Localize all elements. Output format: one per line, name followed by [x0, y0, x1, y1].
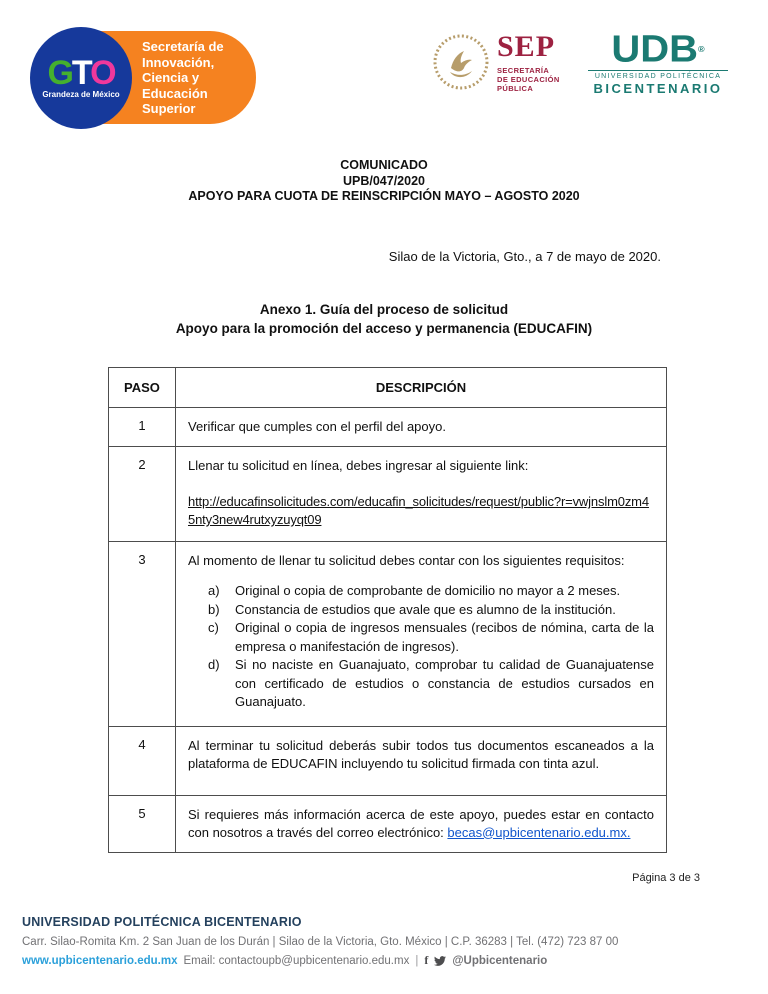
footer-website-link[interactable]: www.upbicentenario.edu.mx	[22, 954, 178, 967]
gto-letter-o: O	[90, 53, 115, 92]
step-2-text: Llenar tu solicitud en línea, debes ingresar al siguiente link:	[188, 458, 529, 473]
requirements-list	[208, 582, 654, 716]
sep-name-line: SECRETARÍA	[497, 66, 550, 75]
footer-email[interactable]: Email: contactoupb@upbicentenario.edu.mx	[183, 954, 410, 967]
step-3-intro: Al momento de llenar tu solicitud debes contar con los siguientes requisitos:	[188, 553, 625, 568]
step-number: 4	[109, 726, 176, 795]
table-row	[109, 447, 667, 542]
footer-separator: |	[415, 954, 419, 967]
list-item	[208, 656, 654, 712]
list-item-text: Constancia de estudios que avale que es alumno de la institución.	[235, 601, 616, 617]
list-item-text: Si no naciste en Guanajuato, comprobar tu calidad de Guanajuatense con certificado de estudios o constancia de estudios cursados en Guanajuato.	[235, 657, 654, 709]
footer-social-handle[interactable]: @Upbicentenario	[452, 954, 548, 967]
header-comunicado: COMUNICADO	[340, 158, 428, 172]
educafin-request-link[interactable]: http://educafinsolicitudes.com/educafin_solicitudes/request/public?r=vwjnslm0zm45nty3new4rutxyzuyqt09	[188, 494, 649, 527]
table-row	[109, 542, 667, 727]
steps-table	[108, 367, 667, 853]
gto-secretary-line: Ciencia y	[142, 70, 200, 85]
header-subject: APOYO PARA CUOTA DE REINSCRIPCIÓN MAYO – AGOSTO 2020	[188, 189, 580, 203]
column-header-paso: PASO	[109, 368, 176, 408]
list-item-text: Original o copia de ingresos mensuales (recibos de nómina, carta de la empresa o manifestación de ingresos).	[235, 620, 654, 654]
footer-contact-line	[22, 953, 752, 968]
document-header	[0, 158, 768, 205]
gto-letter-t: T	[71, 53, 91, 92]
footer-address: Carr. Silao-Romita Km. 2 San Juan de los Durán | Silao de la Victoria, Gto. México | C.P. 36283 | Tel. (472) 723 87 00	[22, 936, 619, 948]
upb-university-line: UNIVERSIDAD POLITÉCNICA	[588, 70, 728, 80]
gto-logo	[30, 27, 258, 127]
step-number: 3	[109, 542, 176, 727]
twitter-icon[interactable]	[434, 955, 446, 967]
sep-logo	[433, 32, 568, 104]
upb-acronym: UDB®	[611, 28, 705, 70]
table-row	[109, 726, 667, 795]
header-folio: UPB/047/2020	[342, 173, 425, 188]
annex-title-line2: Apoyo para la promoción del acceso y permanencia (EDUCAFIN)	[175, 321, 593, 336]
list-marker: c)	[208, 620, 219, 635]
sep-name-line: DE EDUCACIÓN	[497, 75, 560, 84]
step-description: Al terminar tu solicitud deberás subir todos tus documentos escaneados a la plataforma de EDUCAFIN incluyendo tu solicitud firmada con tinta azul.	[176, 726, 667, 795]
upb-bicentenario-line: BICENTENARIO	[593, 81, 723, 96]
becas-email-link[interactable]: becas@upbicentenario.edu.mx.	[447, 824, 631, 840]
sep-eagle-icon	[433, 34, 489, 90]
gto-tagline: Grandeza de México	[42, 89, 120, 99]
annex-title	[0, 300, 768, 338]
list-item	[208, 619, 654, 656]
table-row	[109, 408, 667, 447]
step-description: Verificar que cumples con el perfil del apoyo.	[176, 408, 667, 447]
dateline: Silao de la Victoria, Gto., a 7 de mayo de 2020.	[388, 249, 661, 264]
gto-secretary-line: Secretaría de	[142, 39, 224, 54]
list-item	[208, 582, 654, 601]
step-number: 1	[109, 408, 176, 447]
step-5-text: Si requieres más información acerca de este apoyo, puedes estar en contacto con nosotros a través del correo electrónico:	[188, 806, 654, 840]
logos-row	[0, 0, 768, 150]
list-marker: b)	[208, 601, 220, 617]
gto-secretary-line: Innovación,	[142, 54, 215, 70]
step-description	[176, 447, 667, 542]
gto-secretary-line: Educación	[142, 85, 208, 101]
list-item-text: Original o copia de comprobante de domicilio no mayor a 2 meses.	[235, 583, 621, 598]
facebook-icon[interactable]: f	[424, 953, 429, 967]
list-marker: d)	[208, 657, 220, 672]
list-item	[208, 601, 654, 620]
step-number: 2	[109, 447, 176, 542]
sep-acronym: SEP	[497, 30, 556, 63]
registered-mark: ®	[698, 44, 705, 54]
sep-text-block	[497, 32, 560, 104]
gto-circle-emblem	[30, 27, 132, 129]
step-number: 5	[109, 795, 176, 852]
footer-university-name: UNIVERSIDAD POLITÉCNICA BICENTENARIO	[22, 915, 302, 929]
table-header-row	[109, 368, 667, 408]
step-description	[176, 795, 667, 852]
annex-title-line1: Anexo 1. Guía del proceso de solicitud	[259, 302, 509, 317]
gto-acronym	[47, 53, 115, 92]
column-header-descripcion: DESCRIPCIÓN	[176, 368, 667, 408]
page-number: Página 3 de 3	[632, 872, 700, 884]
list-marker: a)	[208, 583, 220, 598]
sep-name-line: PÚBLICA	[497, 84, 534, 93]
gto-secretary-text	[142, 39, 224, 117]
sep-name	[497, 66, 560, 93]
gto-secretary-line: Superior	[142, 101, 196, 116]
step-description	[176, 542, 667, 727]
footer	[22, 915, 752, 968]
table-row	[109, 795, 667, 852]
gto-letter-g: G	[47, 53, 72, 92]
upb-logo	[588, 30, 728, 96]
